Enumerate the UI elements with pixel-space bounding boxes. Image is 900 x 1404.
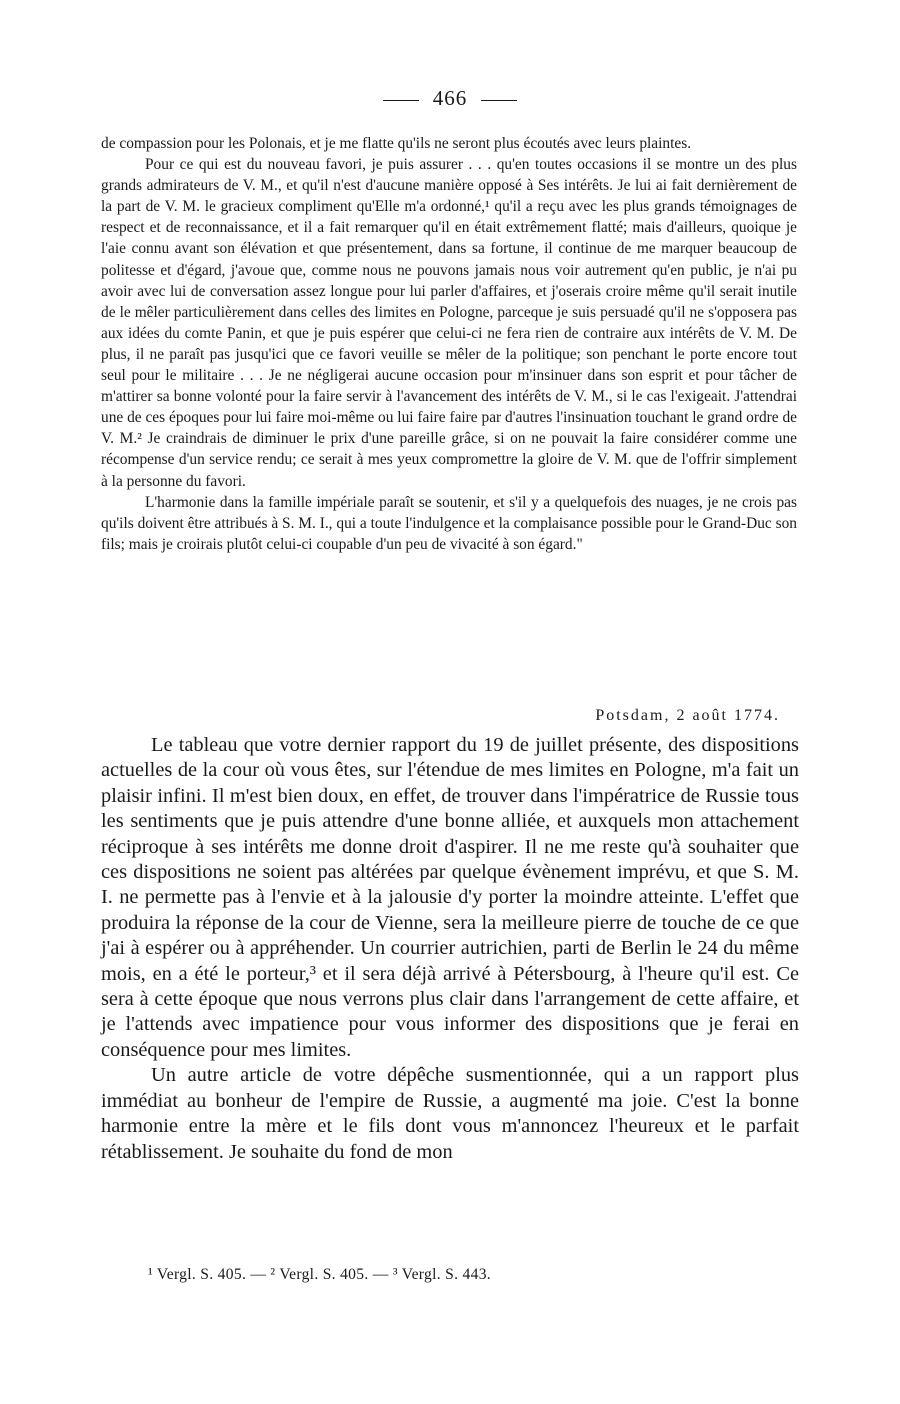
quoted-paragraph: de compassion pour les Polonais, et je me flatte qu'ils ne seront plus écoutés avec leurs plaintes.	[101, 135, 692, 152]
quoted-paragraph: Pour ce qui est du nouveau favori, je puis assurer . . . qu'en toutes occasions il se montre un des plus grands admirateurs de V. M., et qu'il n'est d'aucune manière opposé à Ses intérêts. Je lui ai fait dernièrement de la part de V. M. le gracieux compliment qu'Elle m'a ordonné,¹ qu'il a reçu avec les plus grands témoignages de respect et de reconnaissance, et il a fait remarquer qu'il en était extrêmement flatté; mais d'ailleurs, quoique je l'aie connu avant son élévation et que présentement, dans sa fortune, il continue de me marquer beaucoup de politesse et d'égard, j'avoue que, comme nous ne pouvons jamais nous voir autrement qu'en public, je n'ai pu avoir avec lui de conversation assez longue pour lui parler d'affaires, et j'oserais croire même qu'il serait inutile de le mêler particulièrement dans celles des limites en Pologne, parceque je suis persuadé qu'il ne s'opposera pas aux idées du comte Panin, et que je puis espérer que celui-ci ne fera rien de contraire aux intérêts de V. M. De plus, il ne paraît pas jusqu'ici que ce favori veuille se mêler de la politique; son penchant le porte encore tout seul pour le militaire . . . Je ne négligerai aucune occasion pour m'insinuer dans son esprit et pour tâcher de m'attirer sa bonne volonté pour la faire servir à l'avancement des intérêts de V. M., si le cas l'exigeait. J'attendrai une de ces époques pour lui faire moi-même ou lui faire faire par d'autres l'insinuation touchant le grand ordre de V. M.² Je craindrais de diminuer le prix d'une pareille grâce, si on ne pouvait la faire considérer comme une récompense d'un service rendu; ce serait à mes yeux compromettre la gloire de V. M. que de l'offrir simplement à la personne du favori.	[101, 156, 797, 490]
dateline: Potsdam, 2 août 1774.	[595, 707, 780, 724]
page-header	[0, 86, 900, 111]
footnotes: ¹ Vergl. S. 405. — ² Vergl. S. 405. — ³ Vergl. S. 443.	[148, 1266, 492, 1283]
header-dash-right	[481, 100, 517, 101]
letter-body	[101, 733, 799, 1165]
page-number: 466	[432, 86, 468, 110]
letter-paragraph: Un autre article de votre dépêche susmentionnée, qui a un rapport plus immédiat au bonheur de l'empire de Russie, a augmenté ma joie. C'est la bonne harmonie entre la mère et le fils dont vous m'annoncez l'heureux et le parfait rétablissement. Je souhaite du fond de mon	[101, 1064, 799, 1163]
quoted-paragraph: L'harmonie dans la famille impériale paraît se soutenir, et s'il y a quelquefois des nuages, je ne crois pas qu'ils doivent être attribués à S. M. I., qui a toute l'indulgence et la complaisance possible pour le Grand-Duc son fils; mais je croirais plutôt celui-ci coupable d'un peu de vivacité à son égard."	[101, 493, 797, 553]
header-dash-left	[383, 100, 419, 101]
quoted-report	[101, 133, 797, 555]
letter-paragraph: Le tableau que votre dernier rapport du 19 de juillet présente, des dispositions actuelles de la cour où vous êtes, sur l'étendue de mes limites en Pologne, m'a fait un plaisir infini. Il m'est bien doux, en effet, de trouver dans l'impératrice de Russie tous les sentiments que je puis attendre d'une bonne alliée, et auxquels mon attachement réciproque à ses intérêts me donne droit d'aspirer. Il ne me reste qu'à souhaiter que ces dispositions ne soient pas altérées par quelque évènement imprévu, et que S. M. I. ne permette pas à l'envie et à la jalousie d'y porter la moindre atteinte. L'effet que produira la réponse de la cour de Vienne, sera la meilleure pierre de touche de ce que j'ai à espérer ou à appréhender. Un courrier autrichien, parti de Berlin le 24 du même mois, en a été le porteur,³ et il sera déjà arrivé à Pétersbourg, à l'heure qu'il est. Ce sera à cette époque que nous verrons plus clair dans l'arrangement de cette affaire, et je l'attends avec impatience pour vous informer des dispositions que je ferai en conséquence pour mes limites.	[101, 734, 799, 1061]
